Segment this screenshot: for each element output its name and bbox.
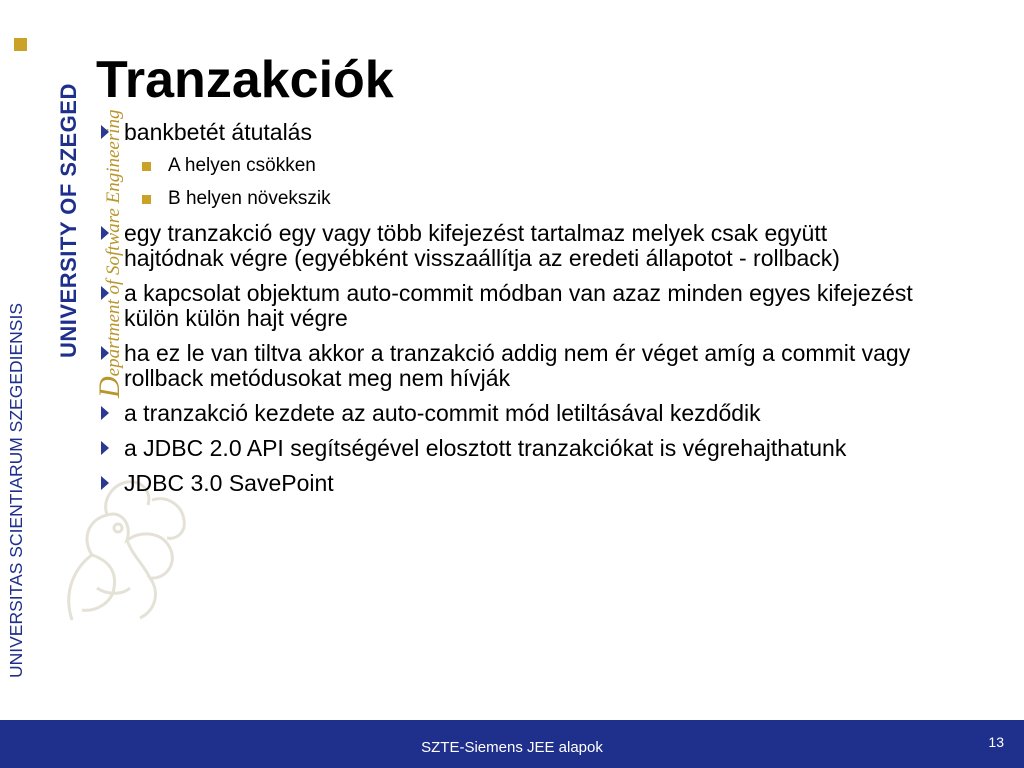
bullet-text: bankbetét átutalás [124,119,312,145]
sub-bullet-2 [96,188,926,210]
slide-title: Tranzakciók [96,51,394,109]
bullet-text: egy tranzakció egy vagy több kifejezést tartalmaz melyek csak együtt hajtódnak végre (egyébként visszaállítja az eredeti állapotot - rollback) [124,220,840,271]
university-english-name: UNIVERSITY OF SZEGED [56,83,81,358]
page-number: 13 [988,734,1004,750]
triangle-bullet-icon [101,406,109,420]
sub-bullet-1 [96,155,926,177]
department-initial: D [93,376,126,398]
bullet-6 [96,436,926,461]
footer-bar [0,720,1024,768]
square-bullet-icon [142,162,151,171]
bullet-4 [96,341,926,391]
university-latin-name: UNIVERSITAS SCIENTIARUM SZEGEDIENSIS [6,302,26,678]
bullet-text: a kapcsolat objektum auto-commit módban van azaz minden egyes kifejezést külön külön hajt végre [124,280,913,331]
triangle-bullet-icon [101,125,109,139]
bullet-5 [96,401,926,426]
bullet-text: ha ez le van tiltva akkor a tranzakció addig nem ér véget amíg a commit vagy rollback metódusokat meg nem hívják [124,340,911,391]
department-rest: epartment of Software Engineering [103,109,124,377]
bullet-2 [96,221,926,271]
slide-content [96,120,926,506]
sub-bullet-text: B helyen növekszik [168,188,331,209]
triangle-bullet-icon [101,286,109,300]
square-bullet-icon [142,195,151,204]
sub-bullet-text: A helyen csökken [168,155,316,176]
triangle-bullet-icon [101,476,109,490]
triangle-bullet-icon [101,226,109,240]
footer-title: SZTE-Siemens JEE alapok [421,739,603,756]
bullet-text: a tranzakció kezdete az auto-commit mód letiltásával kezdődik [124,400,761,426]
triangle-bullet-icon [101,441,109,455]
bullet-text: JDBC 3.0 SavePoint [124,470,334,496]
bullet-3 [96,281,926,331]
bullet-1 [96,120,926,145]
bullet-7 [96,471,926,496]
triangle-bullet-icon [101,346,109,360]
bullet-text: a JDBC 2.0 API segítségével elosztott tranzakciókat is végrehajthatunk [124,435,847,461]
